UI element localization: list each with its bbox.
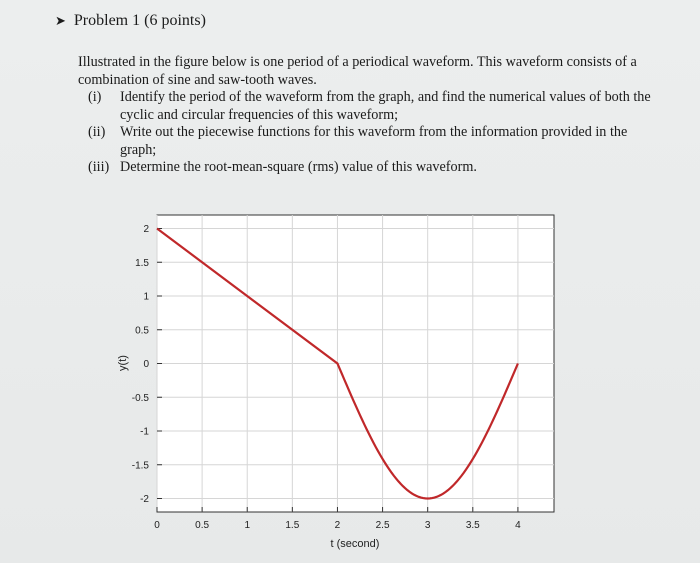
waveform-chart [110, 205, 570, 560]
question-item [78, 124, 663, 159]
arrow-icon: ➤ [55, 13, 66, 29]
x-tick-label: 4 [515, 520, 521, 531]
question-list [78, 89, 663, 177]
problem-intro: Illustrated in the figure below is one period of a periodical waveform. This waveform consists of a combination of sine and saw-tooth waves. [78, 54, 637, 88]
question-text: Identify the period of the waveform from the graph, and find the numerical values of both the cyclic and circular frequencies of this waveform; [120, 89, 651, 123]
y-tick-label: 0.5 [135, 325, 149, 337]
y-tick-label: 0 [143, 359, 149, 370]
y-tick-label: 2 [143, 224, 149, 235]
question-item [78, 159, 663, 177]
x-tick-label: 0.5 [195, 520, 210, 531]
y-tick-label: -1.5 [131, 460, 149, 472]
y-tick-label: 1.5 [135, 257, 149, 269]
question-item [78, 89, 663, 124]
y-tick-label: -2 [140, 494, 149, 505]
x-axis-label: t (second) [330, 538, 380, 550]
x-tick-label: 1 [244, 520, 251, 531]
y-tick-label: -0.5 [131, 392, 149, 404]
problem-heading [55, 12, 206, 30]
y-tick-label: -1 [140, 426, 149, 438]
problem-title: Problem 1 (6 points) [73, 12, 206, 29]
question-text: Determine the root-mean-square (rms) value of this waveform. [120, 159, 477, 175]
x-tick-label: 2.5 [375, 520, 390, 531]
x-tick-label: 3 [424, 520, 431, 531]
x-tick-label: 0 [154, 520, 160, 531]
y-tick-label: 1 [143, 291, 149, 303]
problem-statement [78, 54, 663, 177]
question-number: (i) [88, 89, 102, 105]
question-number: (ii) [88, 124, 106, 140]
x-tick-label: 1.5 [285, 520, 300, 531]
question-number: (iii) [88, 159, 110, 175]
x-tick-label: 3.5 [465, 520, 480, 531]
x-tick-label: 2 [334, 520, 341, 531]
y-axis-label: y(t) [117, 355, 129, 371]
question-text: Write out the piecewise functions for this waveform from the information provided in the graph; [120, 124, 628, 158]
